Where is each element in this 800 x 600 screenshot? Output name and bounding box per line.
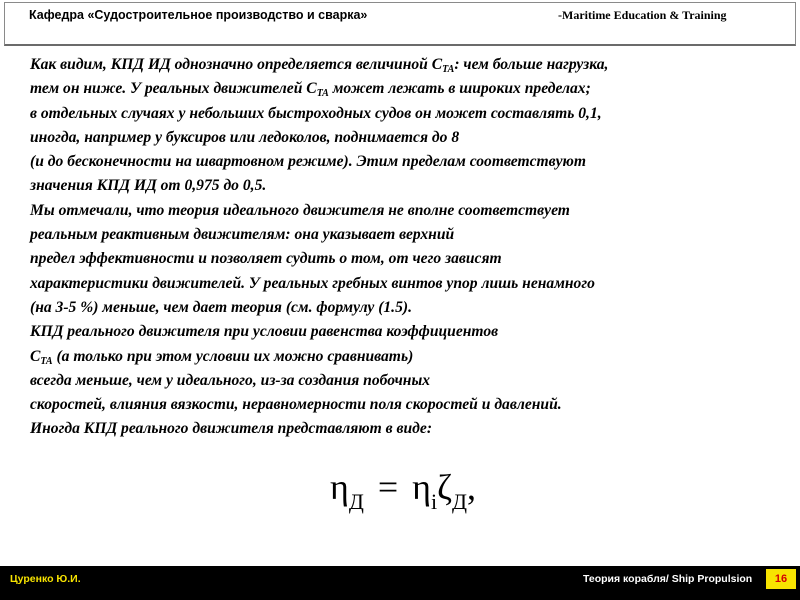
text-line: (и до бесконечности на швартовном режиме). Этим пределам соответствуют [30,153,587,171]
text-line: КПД реального движителя при условии равенства коэффициентов [30,323,499,341]
course-title: Теория корабля/ Ship Propulsion [583,573,753,585]
department-title: Кафедра «Судостроительное производство и сварка» [29,8,368,22]
equals-sign: = [377,467,399,507]
slide-text [30,53,780,442]
slide-footer [0,566,800,600]
maritime-tagline: -Maritime Education & Training [558,8,727,22]
text-line: (на 3-5 %) меньше, чем дает теория (см. формулу (1.5). [30,298,412,316]
subscript: ТА [442,64,455,75]
text-line: скоростей, влияния вязкости, неравномерности поля скоростей и давлений. [30,396,562,414]
zeta-symbol: ζ [437,467,453,507]
text-segment: может лежать в широких пределах; [328,80,591,98]
efficiency-formula [330,466,477,514]
page-number: 16 [766,569,796,589]
text-line: иногда, например у буксиров или ледоколов, поднимается до 8 [30,128,460,146]
text-segment: С [30,347,41,365]
text-segment: (а только при этом условии их можно сравнивать) [52,347,414,365]
eta-symbol: η [330,467,349,507]
text-line: реальным реактивным движителям: она указывает верхний [30,226,455,244]
text-segment: Как видим, КПД ИД однозначно определяется величиной С [30,56,443,73]
subscript: ТА [40,355,53,367]
slide-header [4,2,796,46]
formula-subscript: Д [348,489,364,514]
formula-subscript: Д [452,489,468,514]
text-segment: : чем больше нагрузка, [454,56,609,73]
text-line [30,345,780,369]
text-line: значения КПД ИД от 0,975 до 0,5. [30,177,267,195]
text-line [30,77,780,101]
text-line: всегда меньше, чем у идеального, из-за создания побочных [30,371,431,389]
text-line: характеристики движителей. У реальных гребных винтов упор лишь ненамного [30,274,595,292]
subscript: ТА [316,88,329,100]
text-line: предел эффективности и позволяет судить о том, от чего зависят [30,250,502,268]
text-line: в отдельных случаях у небольших быстроходных судов он может составлять 0,1, [30,104,602,122]
formula-comma: , [467,467,477,507]
text-segment: тем он ниже. У реальных движителей С [30,80,317,98]
author-name: Цуренко Ю.И. [10,573,81,585]
text-line: Мы отмечали, что теория идеального движителя не вполне соответствует [30,201,570,219]
text-line [30,53,780,77]
text-line: Иногда КПД реального движителя представляют в виде: [30,420,433,438]
formula-subscript: i [430,489,438,514]
eta-symbol: η [412,467,431,507]
